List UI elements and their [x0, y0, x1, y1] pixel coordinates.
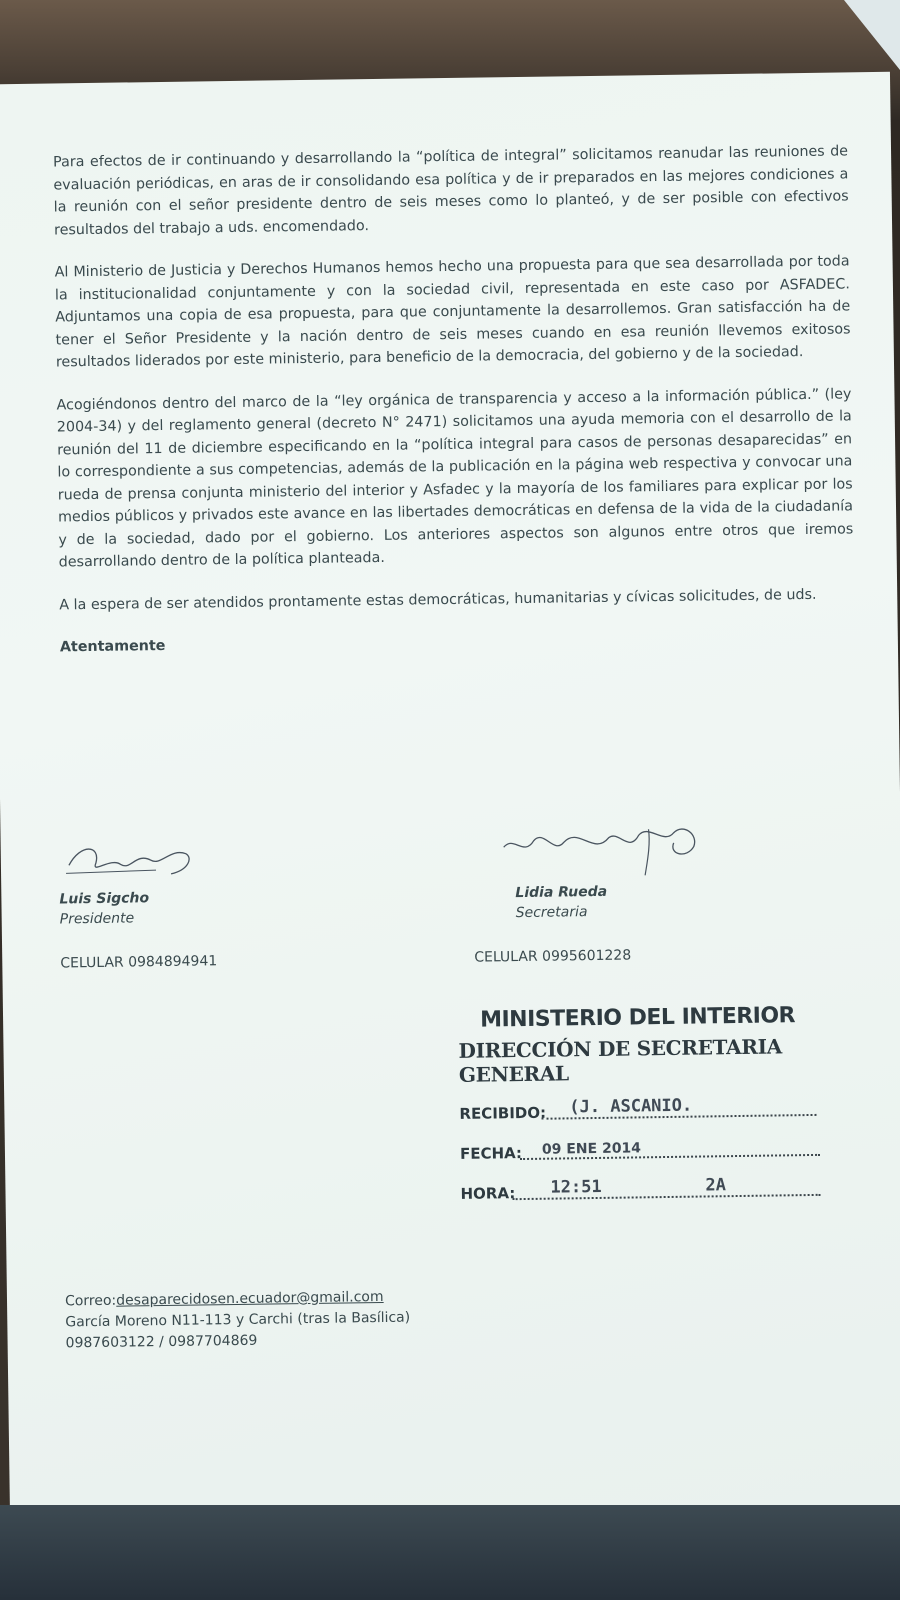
paragraph-4: A la espera de ser atendidos prontamente estas democráticas, humanitarias y cívicas solicitudes, de uds. [59, 586, 817, 613]
stamp-title: MINISTERIO DEL INTERIOR [479, 1003, 796, 1033]
closing: Atentamente [59, 637, 166, 656]
signer-name: Luis Sigcho [59, 890, 150, 908]
recibido-handwriting: (J. ASCANIO. [569, 1095, 693, 1118]
fecha-value: 09 ENE 2014 [541, 1140, 642, 1158]
signature-block-2 [515, 884, 607, 921]
signer-role: Presidente [59, 910, 135, 928]
floor-background [0, 1505, 900, 1600]
stamp-fecha-row [460, 1130, 840, 1167]
email-link[interactable]: desaparecidosen.ecuador@gmail.com [116, 1288, 384, 1309]
recibido-label: RECIBIDO: [459, 1103, 547, 1123]
paragraph-2: Al Ministerio de Justicia y Derechos Humanos hemos hecho una propuesta para que sea desarrollada por toda la institucionalidad conjuntamente y con la sociedad civil, representada en este caso por ASFADEC. Adjuntamos una copia de esa propuesta, para que conjuntamente la desarrollemos. Gran satisfacción ha de tener el Señor Presidente y la nación dentro de seis meses cuando en esa reunión llevemos exitosos resultados liderados por este ministerio, para beneficio de la democracia, del gobierno y de la sociedad. [54, 253, 851, 371]
hora-label: HORA: [460, 1184, 516, 1203]
letter-footer [65, 1287, 411, 1355]
signature-block-1 [59, 890, 149, 927]
stamp-subtitle: DIRECCIÓN DE SECRETARIA GENERAL [458, 1034, 783, 1087]
reception-stamp [458, 1003, 841, 1207]
signature-lidia-rueda [498, 814, 719, 887]
signer-role: Secretaria [515, 904, 588, 922]
signature-luis-sigcho [61, 833, 202, 885]
signer-name: Lidia Rueda [515, 883, 608, 902]
stamp-recibido-row [459, 1090, 839, 1127]
hora-value: 12:51 [550, 1176, 602, 1198]
hora-extra: 2A [705, 1175, 727, 1196]
letter-body [53, 140, 855, 679]
stamp-hora-row [460, 1170, 840, 1207]
paragraph-1: Para efectos de ir continuando y desarrollando la “política de integral” solicitamos reanudar las reuniones de evaluación periódicas, en aras de ir consolidando esa política y de ir preparados en las mejores condiciones a la reunión con el señor presidente dentro de seis meses como lo planteó, y de ser posible con efectivos resultados del trabajo a uds. encomendado. [53, 143, 849, 238]
fecha-label: FECHA: [459, 1144, 523, 1163]
footer-address: García Moreno N11-113 y Carchi (tras la Basílica) [65, 1309, 411, 1331]
footer-phones: 0987603122 / 0987704869 [65, 1332, 258, 1352]
phone-1: CELULAR 0984894941 [60, 953, 218, 972]
paragraph-3: Acogiéndonos dentro del marco de la “ley orgánica de transparencia y acceso a la información pública.” (ley 2004-34) y del reglamento general (decreto N° 2471) solicitamos una ayuda memoria con el desarrollo de la reunión del 11 de diciembre especificando en la “política integral para casos de personas desaparecidas” en lo correspondiente a sus competencias, además de la publicación en la página web respectiva y convocar una rueda de prensa conjunta ministerio del interior y Asfadec y la mayoría de los familiares para explicar por los medios públicos y privados este avance en las libertades democráticas en defensa de la vida de la ciudadanía y de la sociedad, dado por el gobierno. Los anteriores aspectos son algunos entre otros que iremos desarrollando dentro de la política planteada. [56, 385, 854, 571]
phone-2: CELULAR 0995601228 [474, 947, 632, 966]
email-prefix: Correo: [64, 1292, 117, 1310]
letter-page [0, 72, 900, 1519]
